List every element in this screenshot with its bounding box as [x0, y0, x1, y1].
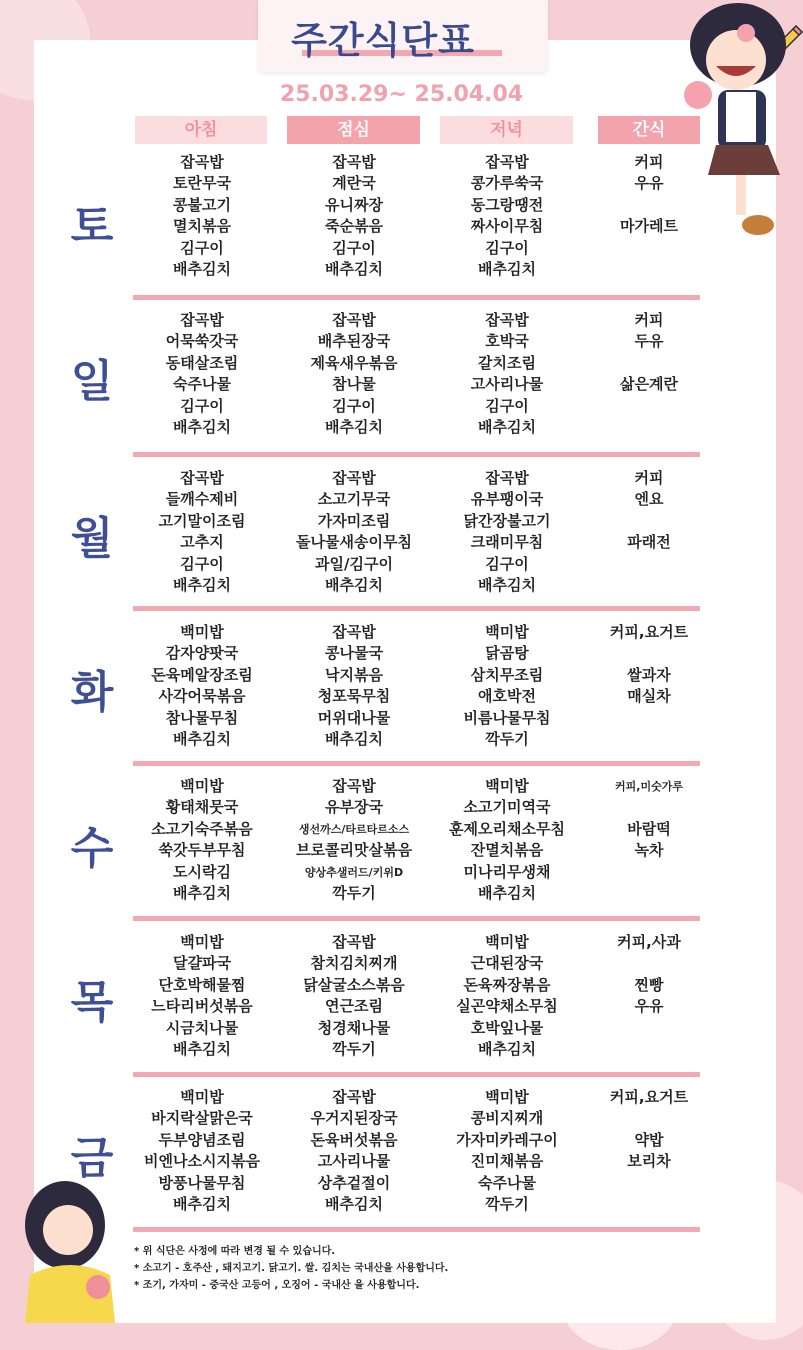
notes [134, 1243, 448, 1294]
breakfast-menu [127, 468, 277, 596]
menu-item: 콩불고기 [173, 195, 231, 214]
menu-item: 배추김치 [325, 575, 383, 594]
menu-item [574, 1018, 724, 1039]
menu-item: 고사리나물 [470, 375, 544, 394]
menu-item: 배추김치 [173, 575, 231, 594]
menu-item: 도시락김 [173, 862, 231, 881]
snack-menu [574, 1087, 724, 1215]
menu-item: 갈치조림 [478, 353, 536, 372]
note: * 소고기 - 호주산 , 돼지고기. 닭고기. 쌀. 김치는 국내산을 사용합니다. [134, 1263, 449, 1274]
menu-item: 배추김치 [325, 1194, 383, 1213]
menu-item: 잡곡밥 [485, 153, 529, 171]
dinner-menu [432, 468, 582, 596]
menu-item: 호박국 [485, 332, 529, 351]
menu-item [574, 511, 724, 532]
lunch-menu [279, 1087, 429, 1215]
menu-item: 호박잎나물 [470, 1018, 544, 1037]
menu-item: 훈제오리채소무침 [449, 819, 565, 838]
day-label: 수 [70, 823, 114, 874]
menu-item: 우유 [634, 174, 664, 193]
menu-item [574, 643, 724, 664]
menu-item: 고사리나물 [317, 1152, 391, 1171]
menu-item: 백미밥 [485, 1088, 529, 1106]
menu-item: 배추김치 [478, 417, 536, 436]
lunch-menu [279, 310, 429, 438]
dinner-menu [432, 776, 582, 904]
menu-item: 닭간장불고기 [463, 511, 551, 530]
day-label: 토 [70, 201, 114, 252]
menu-item [574, 1173, 724, 1194]
menu-item: 고기말이조림 [158, 511, 246, 530]
menu-item: 보리차 [627, 1152, 671, 1171]
menu-item: 커피,요거트 [609, 1088, 689, 1106]
row-divider [133, 1227, 700, 1232]
menu-item: 엔요 [634, 490, 664, 509]
menu-item: 바람떡 [627, 819, 671, 838]
menu-item [574, 554, 724, 575]
menu-item [574, 883, 724, 904]
header-dinner: 저녁 [440, 116, 573, 144]
menu-item: 소고기숙주볶음 [151, 819, 253, 838]
menu-item: 잡곡밥 [332, 153, 376, 171]
menu-item: 배추김치 [478, 259, 536, 278]
menu-item: 배추김치 [173, 1039, 231, 1058]
row-divider [133, 761, 700, 766]
snack-menu [574, 776, 724, 904]
snack-menu [574, 468, 724, 596]
dinner-menu [432, 310, 582, 438]
date-range: 25.03.29~ 25.04.04 [279, 82, 524, 107]
menu-item: 배추김치 [325, 259, 383, 278]
menu-item: 참나물무침 [165, 708, 239, 727]
menu-item: 잡곡밥 [332, 777, 376, 795]
menu-item: 황태채뭇국 [165, 798, 239, 817]
menu-item: 깍두기 [332, 1039, 376, 1058]
menu-item: 쑥갓두부무침 [158, 841, 246, 860]
day-label: 일 [70, 356, 114, 407]
menu-item [574, 797, 724, 818]
menu-item: 소고기미역국 [463, 798, 551, 817]
menu-item: 방풍나물무침 [158, 1173, 246, 1192]
menu-item: 돈육버섯볶음 [310, 1130, 398, 1149]
menu-item: 김구이 [180, 238, 224, 257]
menu-item: 고추지 [180, 533, 224, 552]
menu-item: 배추김치 [478, 883, 536, 902]
row-divider [133, 1072, 700, 1077]
menu-item: 커피 [634, 153, 664, 171]
menu-item: 커피 [634, 311, 664, 329]
menu-item: 참나물 [332, 375, 376, 394]
menu-item: 김구이 [485, 238, 529, 257]
dinner-menu [432, 622, 582, 750]
menu-item: 백미밥 [180, 623, 224, 641]
menu-item: 브로콜리맛살볶음 [296, 841, 412, 860]
menu-item: 찐빵 [634, 975, 664, 994]
menu-item: 잡곡밥 [180, 311, 224, 329]
menu-item: 매실차 [627, 687, 671, 706]
menu-item: 돈육메알장조림 [151, 665, 253, 684]
girl-with-flower-illustration [10, 1175, 135, 1323]
menu-item: 근대된장국 [470, 954, 544, 973]
menu-item [574, 238, 724, 259]
menu-item: 달걀파국 [173, 954, 231, 973]
menu-item: 김구이 [332, 238, 376, 257]
dinner-menu [432, 932, 582, 1060]
menu-item: 참치김치찌개 [310, 954, 398, 973]
menu-item: 어묵쑥갓국 [165, 332, 239, 351]
menu-item: 유니짜장 [325, 195, 383, 214]
breakfast-menu [127, 310, 277, 438]
note: * 조기, 가자미 - 중국산 고등어 , 오징어 - 국내산 을 사용합니다. [134, 1280, 420, 1291]
menu-item: 양상추샐러드/키위D [304, 865, 404, 879]
menu-item: 제육새우볶음 [310, 353, 398, 372]
menu-item: 낙지볶음 [325, 665, 383, 684]
breakfast-menu [127, 932, 277, 1060]
lunch-menu [279, 468, 429, 596]
header-lunch: 점심 [287, 116, 420, 144]
note: * 위 식단은 사정에 따라 변경 될 수 있습니다. [134, 1246, 336, 1257]
menu-item: 가자미조림 [317, 511, 391, 530]
menu-item: 깍두기 [485, 729, 529, 748]
menu-item: 애호박전 [478, 687, 536, 706]
menu-item: 잡곡밥 [332, 469, 376, 487]
menu-item: 청경채나물 [317, 1018, 391, 1037]
breakfast-menu [127, 622, 277, 750]
menu-item: 유부팽이국 [470, 490, 544, 509]
menu-item: 상추겉절이 [317, 1173, 391, 1192]
snack-menu [574, 622, 724, 750]
breakfast-menu [127, 152, 277, 280]
menu-item: 배추김치 [478, 1039, 536, 1058]
menu-item: 백미밥 [485, 933, 529, 951]
menu-item: 우거지된장국 [310, 1109, 398, 1128]
header-breakfast: 아침 [135, 116, 267, 144]
menu-item: 바지락살맑은국 [151, 1109, 253, 1128]
menu-item: 비엔나소시지볶음 [144, 1152, 260, 1171]
breakfast-menu [127, 1087, 277, 1215]
menu-item: 콩비지찌개 [470, 1109, 544, 1128]
snack-menu [574, 932, 724, 1060]
menu-item [574, 575, 724, 596]
menu-item: 콩나물국 [325, 644, 383, 663]
menu-item: 삶은계란 [620, 375, 678, 394]
menu-item [574, 1039, 724, 1060]
menu-item: 잡곡밥 [485, 469, 529, 487]
menu-item: 커피,사과 [617, 933, 681, 951]
menu-item: 크래미무침 [470, 533, 544, 552]
menu-item: 삼치무조림 [470, 665, 544, 684]
day-label: 목 [70, 977, 114, 1028]
menu-item: 두유 [634, 332, 664, 351]
menu-item: 멸치볶음 [173, 217, 231, 236]
menu-item: 소고기무국 [317, 490, 391, 509]
menu-item: 쌀과자 [627, 665, 671, 684]
menu-item: 진미채볶음 [470, 1152, 544, 1171]
menu-item: 잡곡밥 [332, 933, 376, 951]
menu-item [574, 862, 724, 883]
menu-item: 김구이 [180, 396, 224, 415]
snack-menu [574, 310, 724, 438]
menu-item: 닭살굴소스볶음 [303, 975, 405, 994]
menu-item: 계란국 [332, 174, 376, 193]
menu-item: 약밥 [634, 1130, 664, 1149]
menu-item: 단호박해물찜 [158, 975, 246, 994]
header-snack: 간식 [598, 116, 700, 144]
menu-item: 깍두기 [485, 1194, 529, 1213]
menu-item: 생선까스/타르타르소스 [298, 822, 410, 836]
snack-menu [574, 152, 724, 280]
menu-item: 짜사이무침 [470, 217, 544, 236]
menu-item: 커피 [634, 469, 664, 487]
menu-item: 배추김치 [173, 1194, 231, 1213]
menu-item: 백미밥 [180, 933, 224, 951]
menu-item: 연근조림 [325, 997, 383, 1016]
menu-item: 과일/김구이 [315, 554, 393, 573]
day-label: 월 [70, 513, 114, 564]
day-label: 금 [70, 1133, 114, 1184]
menu-item: 잡곡밥 [485, 311, 529, 329]
menu-item [574, 259, 724, 280]
menu-item: 실곤약채소무침 [456, 997, 558, 1016]
menu-item: 배추김치 [173, 883, 231, 902]
menu-item: 토란무국 [173, 174, 231, 193]
menu-item: 죽순볶음 [325, 217, 383, 236]
lunch-menu [279, 776, 429, 904]
menu-item: 두부양념조림 [158, 1130, 246, 1149]
menu-item [574, 708, 724, 729]
menu-item: 사각어묵볶음 [158, 687, 246, 706]
menu-item: 비름나물무침 [463, 708, 551, 727]
menu-item [574, 729, 724, 750]
menu-item: 김구이 [180, 554, 224, 573]
menu-item: 배추된장국 [317, 332, 391, 351]
title-tab [258, 0, 548, 72]
menu-item: 시금치나물 [165, 1018, 239, 1037]
menu-item: 우유 [634, 997, 664, 1016]
menu-item: 커피,요거트 [609, 623, 689, 641]
menu-item: 숙주나물 [173, 375, 231, 394]
menu-item: 유부장국 [325, 798, 383, 817]
menu-item: 들깨수제비 [165, 490, 239, 509]
menu-item: 배추김치 [325, 417, 383, 436]
row-divider [133, 452, 700, 457]
menu-item: 김구이 [485, 396, 529, 415]
menu-item: 커피,미숫가루 [615, 780, 683, 793]
menu-item: 백미밥 [485, 623, 529, 641]
menu-item: 배추김치 [173, 259, 231, 278]
lunch-menu [279, 152, 429, 280]
lunch-menu [279, 622, 429, 750]
menu-item: 닭곰탕 [485, 644, 529, 663]
menu-item [574, 1194, 724, 1215]
menu-item: 잡곡밥 [332, 1088, 376, 1106]
menu-item: 동그랑땡전 [470, 195, 544, 214]
menu-item: 머위대나물 [317, 708, 391, 727]
dinner-menu [432, 152, 582, 280]
menu-item: 잡곡밥 [332, 311, 376, 329]
menu-item: 숙주나물 [478, 1173, 536, 1192]
dinner-menu [432, 1087, 582, 1215]
menu-item: 돈육짜장볶음 [463, 975, 551, 994]
menu-item: 마가레트 [620, 217, 678, 236]
menu-item: 김구이 [332, 396, 376, 415]
menu-item: 잡곡밥 [180, 469, 224, 487]
menu-item [574, 953, 724, 974]
menu-item [574, 195, 724, 216]
menu-item: 배추김치 [173, 729, 231, 748]
page-title: 주간식단표 [291, 19, 475, 62]
breakfast-menu [127, 776, 277, 904]
menu-item: 감자양팟국 [165, 644, 239, 663]
row-divider [133, 606, 700, 611]
menu-item: 동태살조림 [165, 353, 239, 372]
menu-item [574, 396, 724, 417]
menu-item: 잔멸치볶음 [470, 841, 544, 860]
menu-item: 느타리버섯볶음 [151, 997, 253, 1016]
menu-item: 백미밥 [180, 1088, 224, 1106]
menu-item [574, 1108, 724, 1129]
row-divider [133, 916, 700, 921]
menu-item: 파래전 [627, 533, 671, 552]
menu-item: 가자미카레구이 [456, 1130, 558, 1149]
menu-item [574, 353, 724, 374]
menu-item: 배추김치 [325, 729, 383, 748]
menu-item: 미나리무생채 [463, 862, 551, 881]
menu-item: 배추김치 [478, 575, 536, 594]
menu-item: 잡곡밥 [180, 153, 224, 171]
menu-item: 청포묵무침 [317, 687, 391, 706]
menu-item: 깍두기 [332, 883, 376, 902]
day-label: 화 [70, 667, 114, 718]
menu-item: 돌나물새송이무침 [296, 533, 412, 552]
menu-item: 콩가루쑥국 [470, 174, 544, 193]
menu-item: 배추김치 [173, 417, 231, 436]
menu-item [574, 417, 724, 438]
lunch-menu [279, 932, 429, 1060]
menu-item: 잡곡밥 [332, 623, 376, 641]
menu-item: 백미밥 [485, 777, 529, 795]
menu-item: 녹차 [634, 841, 664, 860]
row-divider [133, 295, 700, 300]
menu-item: 김구이 [485, 554, 529, 573]
menu-item: 백미밥 [180, 777, 224, 795]
